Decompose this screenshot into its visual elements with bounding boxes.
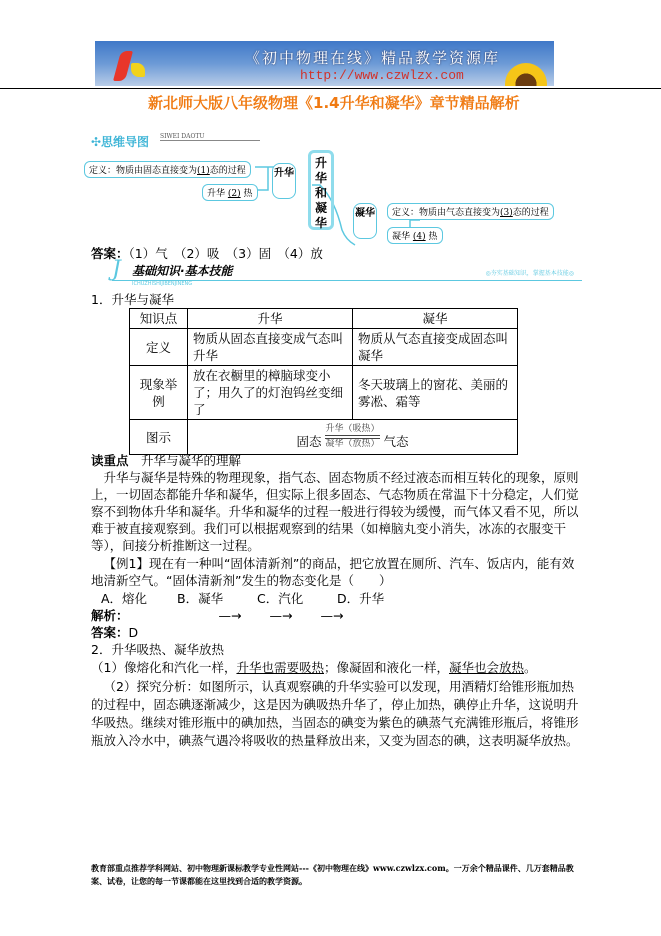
section-banner-pinyin: ICHUZHISHIJIBENJINENG [132,281,193,287]
banner-title: 《初中物理在线》精品教学资源库 [245,49,501,67]
mindmap-node-deposition: 凝华 [353,203,377,239]
mindmap-connectors [80,140,600,250]
option-d: D．升华 [337,591,385,606]
logo-icon-accent [131,63,145,77]
mindmap-sublimation-heat: 升华 (2) 热 [202,184,258,201]
section-1-heading: 1．升华与凝华 [91,292,174,307]
mindmap-deposition-heat: 凝华 (4) 热 [387,227,443,244]
table-header: 升华 [188,309,353,329]
section-banner-slogan: ◎夯实基础知识，掌握基本技能◎ [485,270,574,277]
mindmap-node-sublimation: 升华 [272,163,296,199]
table-cell: 物质从气态直接变成固态叫凝华 [353,329,518,366]
site-banner [95,41,554,86]
header-divider [0,88,661,89]
logo-icon [113,51,133,81]
table-row [130,329,518,366]
option-c: C．汽化 [257,591,304,606]
mindmap-deposition-definition: 定义：物质由气态直接变为(3)态的过程 [387,203,554,220]
diagram-bottom-label: 凝华（放热） [325,439,380,449]
analysis: 解析： —→ —→ —→ [91,608,344,623]
mindmap-center-node: 升华和凝华 [308,150,334,230]
diagram-arrows [325,424,379,450]
paragraph: 升华与凝华是特殊的物理现象，指气态、固态物质不经过液态而相互转化的现象，原则上，一切固态都能升华和凝华，但实际上很多固态、气态物质在常温下十分稳定，人们觉察不到物体升华和凝华。升华和凝华的过程一般进行得较为缓慢，而气体又看不见，所以难于被直接观察到。我们可以根据观察到的结果（如樟脑丸变小消失，冰冻的衣服变干等），间接分析推断这一过程。 [91,470,579,553]
example-options [91,590,583,607]
mindmap-heading: ✣思维导图 [91,135,150,149]
mindmap-heading-sub: SIWEI DAOTU [160,133,260,141]
arrow-icon: —→ [320,608,344,623]
section-2-heading: 2．升华吸热、凝华放热 [91,642,224,657]
diagram-gas: 气态 [383,434,409,449]
example-answer: 答案：D [91,625,139,640]
footer-note: 教育部重点推荐学科网站、初中物理新课标教学专业性网站---《初中物理在线》www.czwlzx.com。一万余个精品课件、几万套精品教案、试卷，让您的每一节课都能在这里找到合适的教学资源。 [91,863,574,886]
section-banner [112,257,582,287]
banner-url: http://www.czwlzx.com [300,68,464,83]
arrow-icon: —→ [269,608,293,623]
mindmap-sublimation-definition: 定义：物质由固态直接变为(1)态的过程 [84,161,251,178]
key-point: 读重点 升华与凝华的理解 [91,453,242,468]
table-cell: 物质从固态直接变成气态叫升华 [188,329,353,366]
table-header: 凝华 [353,309,518,329]
section-banner-title: 基础知识·基本技能 [132,264,233,278]
table-cell: 图示 [130,420,188,455]
table-row [130,420,518,455]
table-cell: 冬天玻璃上的窗花、美丽的雾凇、霜等 [353,366,518,420]
table-cell: 定义 [130,329,188,366]
arrow-icon: —→ [218,608,242,623]
table-row [130,366,518,420]
section-banner-letter: J [112,257,121,282]
table-header: 知识点 [130,309,188,329]
table-header-row [130,309,518,329]
paragraph: （1）像熔化和汽化一样，升华也需要吸热；像凝固和液化一样，凝华也会放热。 [91,660,537,675]
sunflower-icon [505,63,547,86]
option-b: B．凝华 [177,591,224,606]
paragraph: （2）探究分析：如图所示，认真观察碘的升华实验可以发现，用酒精灯给锥形瓶加热的过程中，固态碘逐渐减少，这是因为碘吸热升华了，停止加热，碘停止升华，这说明升华吸热。继续对锥形瓶中的碘加热，当固态的碘变为紫色的碘蒸气充满锥形瓶后，将锥形瓶放入冷水中，碘蒸气遇冷将吸收的热量释放出来，又变为固态的碘，这表明凝华放热。 [91,679,579,748]
option-a: A．熔化 [101,591,148,606]
table-cell: 放在衣橱里的樟脑球变小了；用久了的灯泡钨丝变细了 [188,366,353,420]
comparison-table [129,308,518,455]
state-change-diagram [188,420,518,455]
diagram-top-label: 升华（吸热） [325,424,380,434]
diagram-solid: 固态 [296,434,322,449]
mindmap-answer: 答案：（1）气 （2）吸 （3）固 （4）放 [91,246,323,261]
example-question: 【例1】现在有一种叫“固体清新剂”的商品，把它放置在厕所、汽车、饭店内，能有效地清新空气。“固体清新剂”发生的物态变化是（ ） [91,556,575,588]
document-title: 新北师大版八年级物理《1.4升华和凝华》章节精品解析 [148,94,520,112]
table-cell: 现象举例 [130,366,188,420]
